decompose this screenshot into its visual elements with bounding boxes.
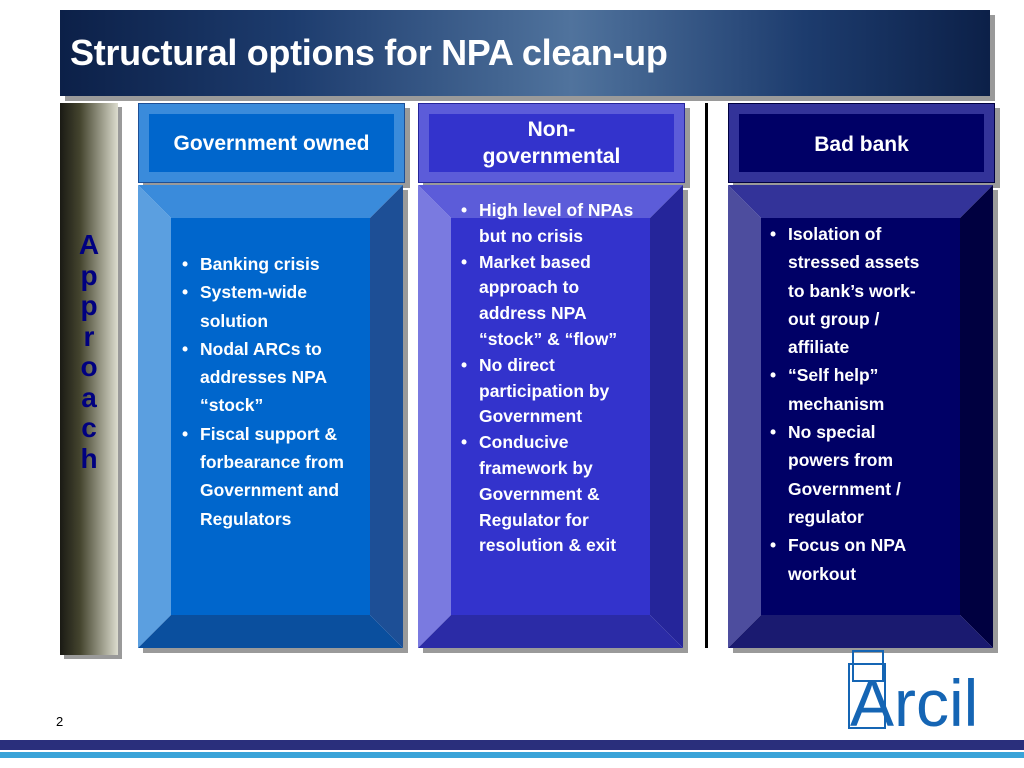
approach-letter: c: [81, 412, 97, 443]
column-body-government-owned: [138, 185, 403, 648]
footer-stripe-light: [0, 752, 1024, 758]
bullet-item: • Isolation of stressed assets to bank’s work-out group / affiliate: [770, 220, 940, 361]
approach-letter: A: [78, 229, 100, 260]
bullet-item: • Focus on NPA workout: [770, 531, 940, 588]
bullet-list: [461, 198, 643, 559]
bullet-item: • No direct participation by Government: [461, 353, 643, 430]
bullet-item: • “Self help” mechanism: [770, 361, 940, 418]
column-divider: [705, 103, 708, 648]
bevel-left: [418, 185, 451, 648]
arcil-logo-mark: [847, 650, 992, 730]
approach-letter: p: [80, 290, 98, 321]
bullet-item: • High level of NPAs but no crisis: [461, 198, 643, 250]
bevel-right: [370, 185, 403, 648]
bevel-bottom: [138, 615, 403, 648]
slide-title: Structural options for NPA clean-up: [70, 32, 668, 73]
bullet-item: • System-wide solution: [182, 278, 362, 335]
bullet-item: • Conducive framework by Government & Regulator for resolution & exit: [461, 430, 643, 559]
approach-letter: r: [83, 320, 95, 352]
column-body-bad-bank: [728, 185, 993, 648]
approach-letter: o: [80, 351, 98, 382]
arcil-logo: [847, 650, 992, 730]
bullet-item: • Banking crisis: [182, 250, 362, 278]
bullet-list: [182, 250, 362, 533]
bevel-top: [728, 185, 993, 218]
approach-label: [60, 230, 118, 474]
column-header-label: Non-governmental: [429, 114, 674, 172]
bevel-top: [138, 185, 403, 218]
bullet-item: • Fiscal support & forbearance from Government and Regulators: [182, 420, 362, 533]
bevel-bottom: [418, 615, 683, 648]
approach-letter: p: [80, 259, 98, 291]
approach-letter: a: [81, 381, 97, 413]
bullet-list: [770, 220, 940, 588]
bullet-item: • Nodal ARCs to addresses NPA “stock”: [182, 335, 362, 420]
page-number: 2: [56, 714, 64, 729]
bevel-bottom: [728, 615, 993, 648]
column-header-label: Government owned: [149, 114, 394, 172]
column-header-bad-bank: [728, 103, 995, 183]
column-header-government-owned: [138, 103, 405, 183]
bevel-right: [650, 185, 683, 648]
column-body-non-governmental: [418, 185, 683, 648]
bullet-item: • No special powers from Government / regulator: [770, 418, 940, 531]
bevel-left: [138, 185, 171, 648]
bevel-left: [728, 185, 761, 648]
title-bar: [60, 10, 990, 96]
approach-letter: h: [80, 442, 98, 474]
column-header-label: Bad bank: [739, 114, 984, 172]
logo-wordmark: Arcil: [850, 666, 979, 730]
bevel-right: [960, 185, 993, 648]
footer-stripe-dark: [0, 740, 1024, 750]
bullet-item: • Market based approach to address NPA “stock” & “flow”: [461, 250, 643, 353]
approach-bar: [60, 103, 118, 655]
column-header-non-governmental: [418, 103, 685, 183]
